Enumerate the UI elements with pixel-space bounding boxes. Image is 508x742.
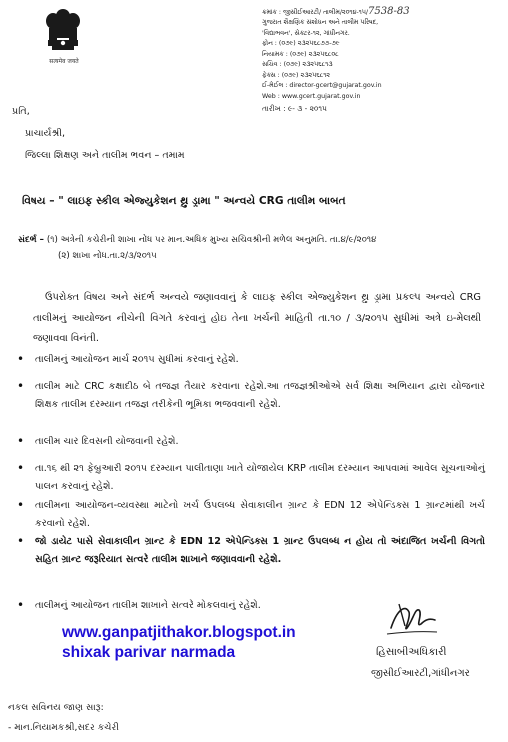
bullet-item: [15, 533, 485, 568]
bullet-text: તા.૧૬ થી ૨૧ ફેબ્રુઆરી ૨૦૧૫ દરમ્યાન પાલીતાણા ખાતે યોજાયેલ KRP તાલીમ દરમ્યાન આપવામાં આવેલ સૂચનાઓનું પાલન કરવાનું રહેશે.: [35, 463, 485, 492]
bullet-text: તાલીમના આયોજન-વ્યવસ્થા માટેનો ખર્ચ ઉપલબ્ધ સેવાકાલીન ગ્રાન્ટ કે EDN 12 એપેન્ડિક્સ 1 ગ્રાન્ટમાંથી ખર્ચ કરવાનો રહેશે.: [35, 500, 485, 529]
emblem-caption: सत्यमेव जयते: [49, 58, 79, 65]
reference-text-1: (૧) અત્રેની કચેરીની શાખા નોંધ પર માન.અધિક મુખ્ય સચિવશ્રીની મળેલ અનુમતિ. તા.૪/૯/૨૦૧૪: [46, 235, 377, 245]
blog-tagline: shixak parivar narmada: [62, 644, 236, 661]
bullet-item: [15, 351, 485, 369]
bullet-text: જો ડાયેટ પાસે સેવાકાલીન ગ્રાન્ટ કે EDN 12 એપેન્ડિક્સ 1 ગ્રાન્ટ ઉપલબ્ધ ન હોય તો અંદાજિત ખર્ચની વિગતો સહિત ગ્રાન્ટ જરૂરિયાત સત્વરે તાલીમ શાખાને જણાવવાની રહેશે.: [35, 536, 485, 565]
copy-to-label: નકલ સવિનય જાણ સારૂ:: [8, 702, 104, 713]
reference-line-2: (૨) શાખા નોંધ.તા.૨/૩/૨૦૧૫: [58, 251, 157, 261]
recipient-district: જિલ્લા શિક્ષણ અને તાલીમ ભવન – તમામ: [25, 150, 185, 161]
bullet-icon: •: [17, 379, 25, 393]
recipient-principal: પ્રાચાર્યશ્રી,: [25, 128, 66, 139]
signatory-title: હિસાબીઅધિકારી: [376, 646, 447, 658]
letterhead-director-phone: નિયામક : (૦૭૯) ૨૩૨૫૬૮૦૮: [262, 50, 339, 58]
bullet-text: તાલીમનું આયોજન માર્ચ ૨૦૧૫ સુધીમાં કરવાનું રહેશે.: [35, 354, 239, 365]
signature-image: [385, 598, 440, 640]
file-number-handwritten: 7538-83: [368, 6, 410, 17]
bullet-icon: •: [17, 498, 25, 512]
letterhead-fax: ફેક્સ : (૦૭૯) ૨૩૨૫૬૮૧૨: [262, 71, 330, 79]
letterhead-email: ઈ-મેઈલ : director-gcert@gujarat.gov.in: [262, 82, 382, 89]
bullet-text: તાલીમ માટે CRC કક્ષાદીઠ બે તજજ્ઞ તૈયાર કરવાના રહેશે.આ તજજ્ઞશ્રીઓએ સર્વ શિક્ષા અભિયાન દ્વારા યોજનાર શિક્ષક તાલીમ દરમ્યાન તજજ્ઞ તરીકેની ભૂમિકા ભજવવાની રહેશે.: [35, 381, 485, 410]
letterhead-org: ગુજરાત શૈક્ષણિક સંશોધન અને તાલીમ પરિષદ,: [262, 19, 379, 26]
file-number-line: [262, 7, 410, 19]
bullet-text: તાલીમ ચાર દિવસની યોજવાની રહેશે.: [35, 436, 179, 447]
bullet-icon: •: [17, 434, 25, 448]
letterhead-address: 'વિદ્યાભવન', સેક્ટર-૧૨, ગાંધીનગર.: [262, 29, 350, 37]
reference-label: સંદર્ભ –: [18, 235, 47, 245]
letterhead-secretary-phone: સચિવ : (૦૭૯) ૨૩૨૫૬૮૧૩: [262, 61, 333, 68]
letter-date: તારીખ : ૯- ૩ - ૨૦૧૫: [262, 104, 327, 113]
letterhead-web: Web : www.gcert.gujarat.gov.in: [262, 92, 361, 100]
blog-url[interactable]: www.ganpatjithakor.blogspot.in: [62, 624, 296, 641]
bullet-item: [15, 460, 485, 495]
copy-to-line: - માન.નિયામકશ્રી,સદર કચેરી: [8, 722, 119, 733]
bullet-item: [15, 497, 485, 532]
bullet-icon: •: [17, 352, 25, 366]
bullet-item: [15, 433, 485, 451]
reference-line-1: [18, 235, 376, 245]
bullet-text: તાલીમનું આયોજન તાલીમ શાખાને સત્વરે મોકલવાનું રહેશે.: [35, 600, 261, 611]
letterhead-phone: ફોન : (૦૭૯) ૨૩૨૫૬૮૭૭-૭૯: [262, 40, 340, 47]
bullet-icon: •: [17, 598, 25, 612]
bullet-icon: •: [17, 461, 25, 475]
signatory-office: જીસીઈઆરટી,ગાંધીનગર: [371, 668, 470, 679]
body-paragraph: ઉપરોક્ત વિષય અને સંદર્ભ અન્વયે જણાવવાનું કે લાઇફ સ્કીલ એજ્યુકેશન થ્રુ ડ્રામા પ્રકલ્પ અન્વયે CRG તાલીમનું આયોજન નીચેની વિગતે કરવાનું હોઇ તેના ખર્ચની માહિતી તા.૧૦ / ૩/૨૦૧૫ સુધીમાં અત્રે ઇ-મેલથી જણાવવા વિનંતી.: [33, 292, 481, 344]
bullet-icon: •: [17, 534, 25, 548]
file-number-label: ક્રમાંક : જીસીઈઆરટી/ તાલીમ/૨૦૧૪-૧૫/: [262, 9, 369, 16]
recipient-prati: પ્રતિ,: [12, 106, 30, 117]
subject-line: વિષય – " લાઇફ સ્કીલ એજ્યુકેશન થ્રુ ડ્રામા " અન્વયે CRG તાલીમ બાબત: [22, 195, 346, 207]
bullet-item: [15, 378, 485, 413]
